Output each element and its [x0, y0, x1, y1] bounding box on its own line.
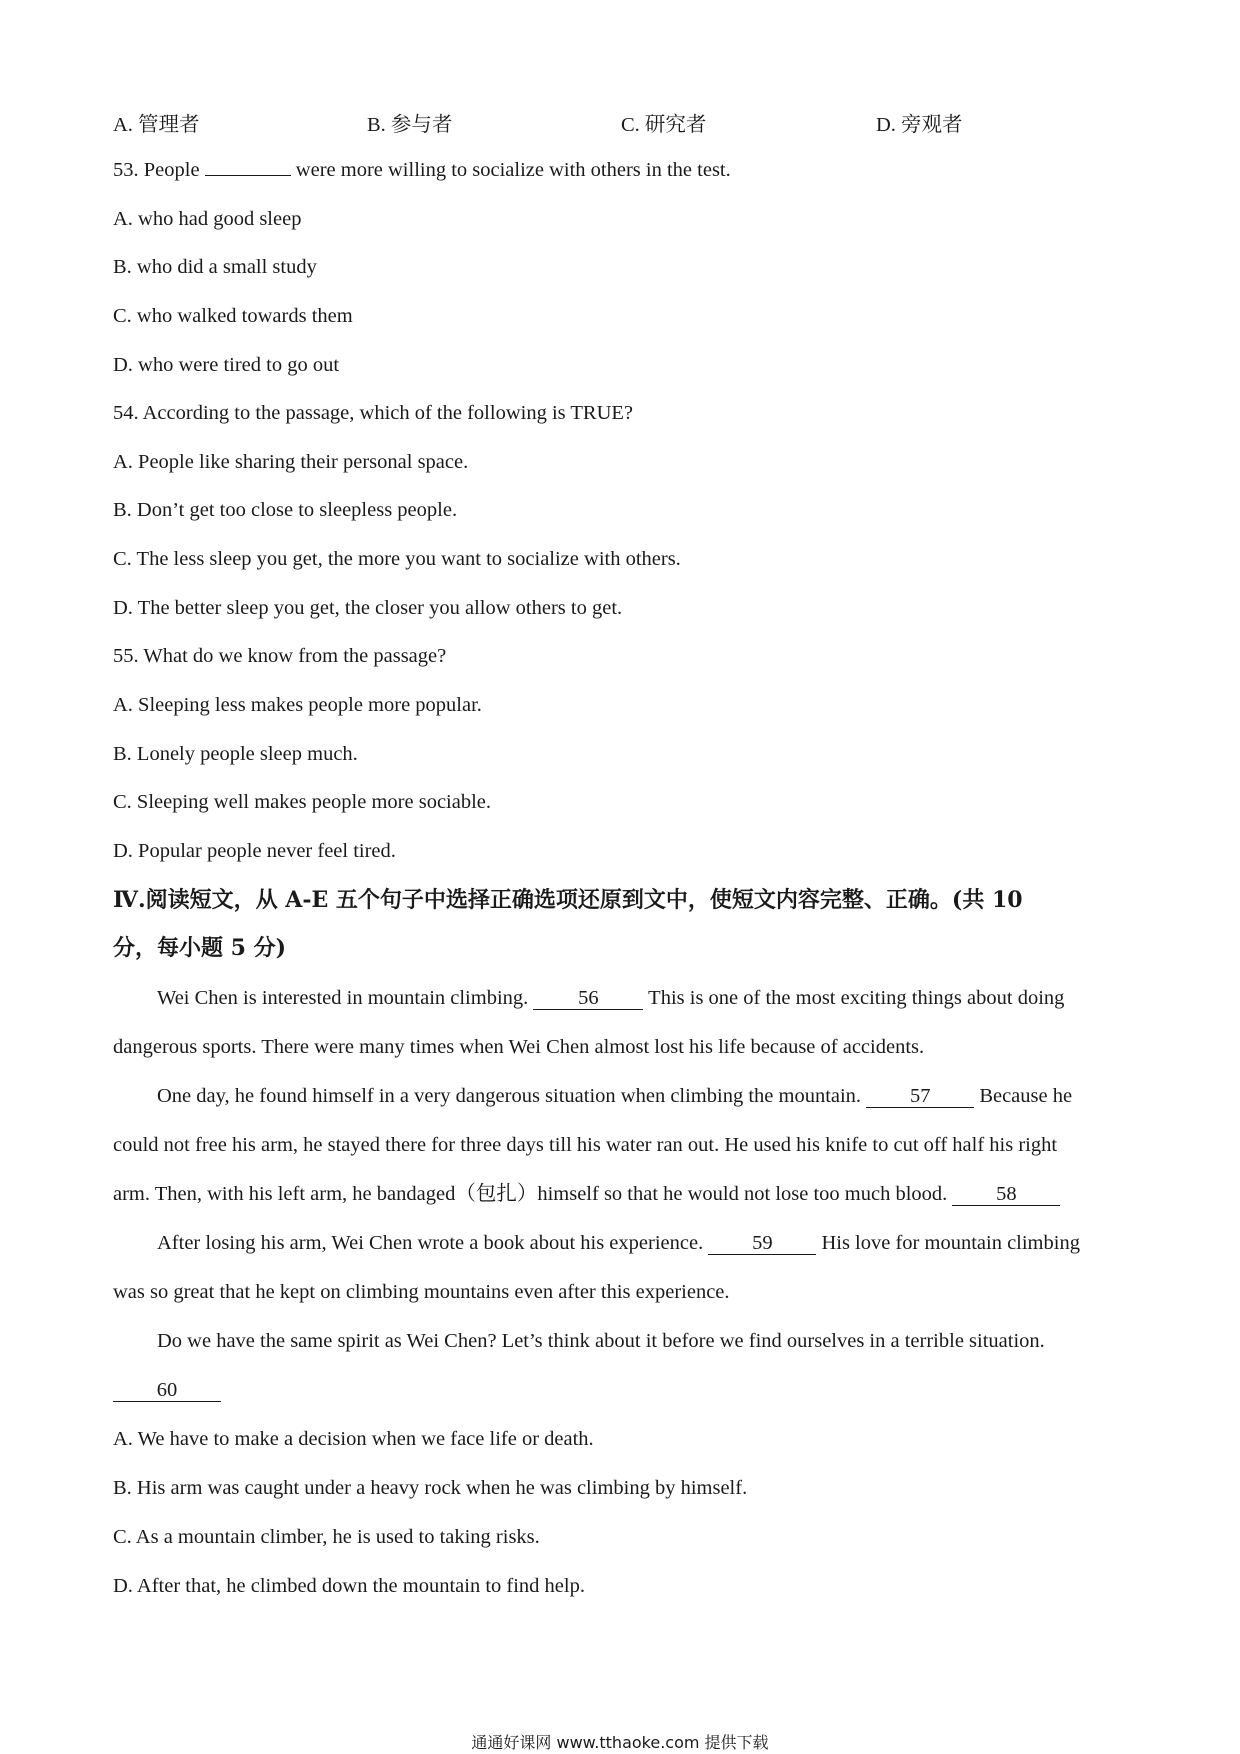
- passage-p3-line2: was so great that he kept on climbing mountains even after this experience.: [113, 1281, 730, 1303]
- passage-p2-line2: could not free his arm, he stayed there for three days till his water ran out. He used his knife to cut off half his right: [113, 1134, 1058, 1156]
- passage-p2-text-a: One day, he found himself in a very dangerous situation when climbing the mountain.: [157, 1085, 862, 1107]
- passage-p4-line2: [113, 1377, 221, 1403]
- q55-stem: 55. What do we know from the passage?: [113, 645, 447, 667]
- q55-option-a: A. Sleeping less makes people more popular.: [113, 694, 482, 716]
- passage-p1-text-b: This is one of the most exciting things about doing: [648, 987, 1065, 1009]
- q53-stem-before: 53. People: [113, 159, 200, 181]
- passage-p1-line1: [157, 985, 1064, 1011]
- q53-option-a: A. who had good sleep: [113, 208, 302, 230]
- q55-option-d: D. Popular people never feel tired.: [113, 840, 396, 862]
- q53-option-c: C. who walked towards them: [113, 305, 353, 327]
- q54-stem: 54. According to the passage, which of the following is TRUE?: [113, 402, 633, 424]
- passage-p1-line2: dangerous sports. There were many times when Wei Chen almost lost his life because of accidents.: [113, 1036, 925, 1058]
- passage-p3-text-a: After losing his arm, Wei Chen wrote a book about his experience.: [157, 1232, 704, 1254]
- passage-p2-line3: [113, 1181, 1060, 1207]
- passage-p2-text-d: arm. Then, with his left arm, he bandaged（包扎）himself so that he would not lose too much blood.: [113, 1183, 948, 1205]
- answer-option-c: C. As a mountain climber, he is used to taking risks.: [113, 1526, 540, 1548]
- q53-stem-after: were more willing to socialize with others in the test.: [295, 159, 731, 181]
- q54-option-a: A. People like sharing their personal space.: [113, 451, 469, 473]
- passage-p4-line1: Do we have the same spirit as Wei Chen? Let’s think about it before we find ourselves in a terrible situation.: [157, 1330, 1045, 1352]
- q52-option-b: B. 参与者: [367, 114, 453, 136]
- q52-options: [113, 107, 1113, 136]
- q52-option-a: A. 管理者: [113, 114, 200, 136]
- passage-p3-line1: [157, 1230, 1080, 1256]
- q53-stem: [113, 157, 731, 183]
- answer-option-a: A. We have to make a decision when we face life or death.: [113, 1428, 594, 1450]
- section-heading-line1: Ⅳ.阅读短文，从 A-E 五个句子中选择正确选项还原到文中，使短文内容完整、正确。(共 10: [113, 887, 1023, 913]
- q55-option-b: B. Lonely people sleep much.: [113, 743, 358, 765]
- q53-option-d: D. who were tired to go out: [113, 354, 340, 376]
- page-footer: 通通好课网 www.tthaoke.com 提供下载: [471, 1733, 769, 1752]
- q52-option-d: D. 旁观者: [876, 114, 963, 136]
- passage-p2-text-b: Because he: [979, 1085, 1073, 1107]
- passage-p1-text-a: Wei Chen is interested in mountain climbing.: [157, 987, 529, 1009]
- answer-option-d: D. After that, he climbed down the mountain to find help.: [113, 1575, 585, 1597]
- q53-option-b: B. who did a small study: [113, 256, 317, 278]
- blank-59: 59: [708, 1232, 816, 1255]
- blank-58: 58: [952, 1183, 1060, 1206]
- passage-p2-line1: [157, 1083, 1072, 1109]
- blank-60: 60: [113, 1379, 221, 1402]
- q54-option-b: B. Don’t get too close to sleepless people.: [113, 499, 458, 521]
- section-heading-line2: 分，每小题 5 分): [113, 935, 287, 961]
- q52-option-c: C. 研究者: [621, 114, 707, 136]
- q55-option-c: C. Sleeping well makes people more sociable.: [113, 791, 492, 813]
- answer-option-b: B. His arm was caught under a heavy rock when he was climbing by himself.: [113, 1477, 748, 1499]
- blank-56: 56: [533, 987, 643, 1010]
- q53-blank: [205, 175, 291, 176]
- q54-option-d: D. The better sleep you get, the closer you allow others to get.: [113, 597, 623, 619]
- blank-57: 57: [866, 1085, 974, 1108]
- passage-p3-text-b: His love for mountain climbing: [821, 1232, 1080, 1254]
- q54-option-c: C. The less sleep you get, the more you want to socialize with others.: [113, 548, 681, 570]
